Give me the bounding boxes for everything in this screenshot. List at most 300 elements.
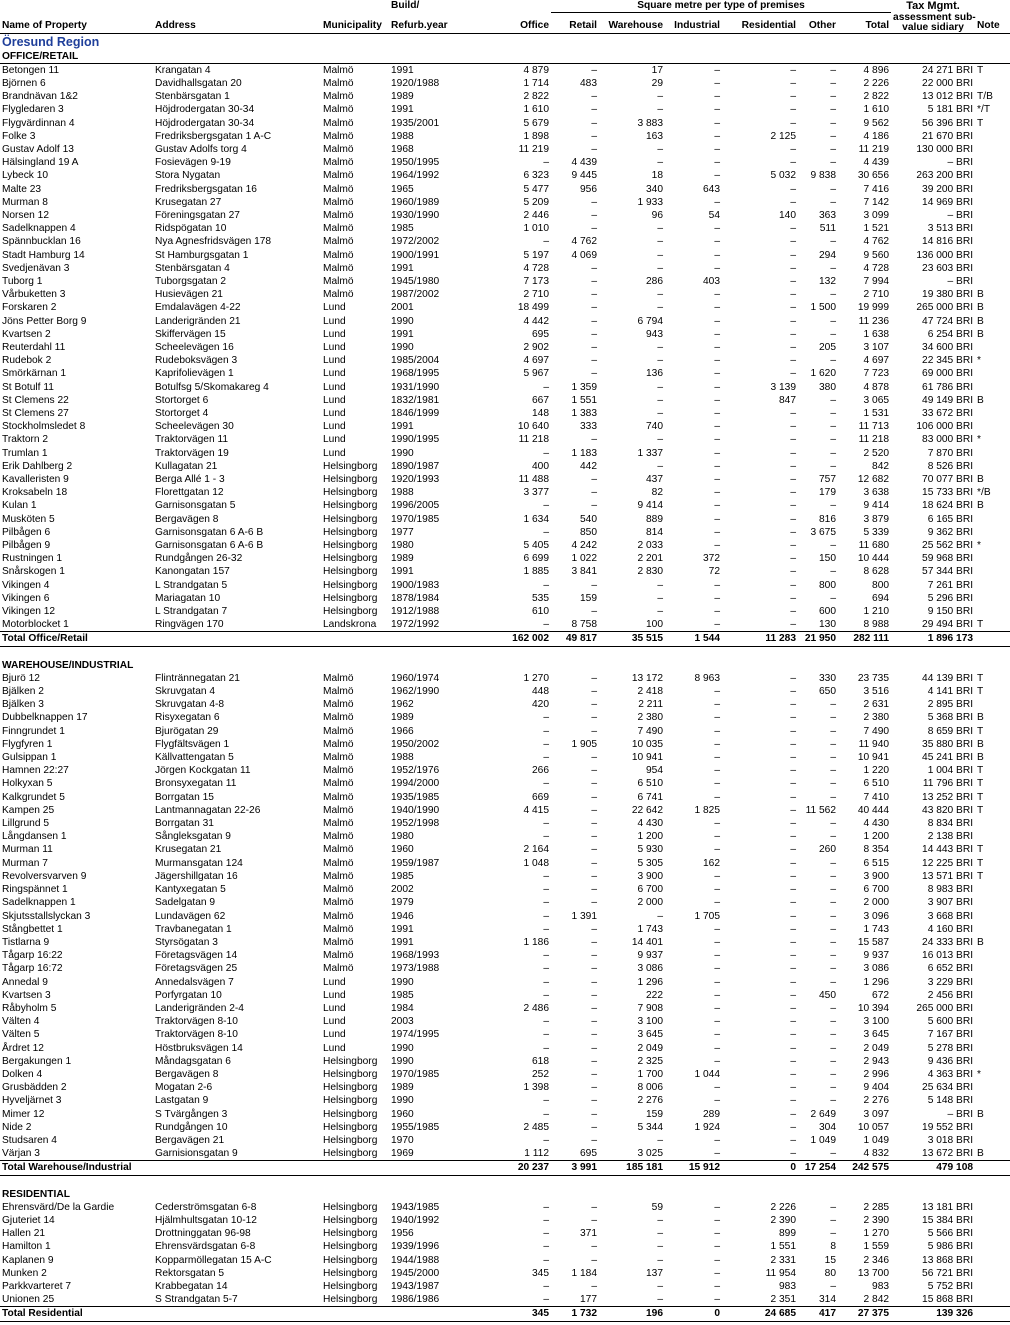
cell-note xyxy=(975,698,1010,711)
cell-warehouse: – xyxy=(657,249,663,261)
cell-build-year: 1990 xyxy=(391,1055,414,1067)
cell-address: Mariagatan 10 xyxy=(155,592,221,604)
cell-note: B xyxy=(977,474,984,485)
cell-other: – xyxy=(830,857,836,869)
cell-municipality: Malmö xyxy=(323,765,354,777)
cell-name: Snårskogen 1 xyxy=(2,566,65,578)
cell-industrial: – xyxy=(714,976,720,988)
cell-other: – xyxy=(830,143,836,155)
cell-build-year: 1931/1990 xyxy=(391,381,440,393)
cell-industrial: – xyxy=(714,407,720,419)
cell-other: – xyxy=(830,592,836,604)
cell-industrial: – xyxy=(714,157,720,169)
table-row xyxy=(0,222,1010,235)
cell-name: Hyveljärnet 3 xyxy=(2,1095,62,1107)
cell-note: * xyxy=(977,540,981,552)
table-row xyxy=(0,870,1010,883)
cell-office: 1 270 xyxy=(523,672,549,684)
cell-other: – xyxy=(830,1016,836,1028)
cell-other: 150 xyxy=(819,553,836,565)
table-row xyxy=(0,592,1010,605)
cell-total: 6 700 xyxy=(863,884,890,896)
cell-name: Råbyholm 5 xyxy=(2,1002,57,1014)
cell-municipality: Lund xyxy=(323,302,346,314)
cell-build-year: 1991 xyxy=(391,262,414,274)
cell-residential: – xyxy=(790,104,796,116)
cell-name: Kalkgrundet 5 xyxy=(2,791,65,803)
cell-municipality: Lund xyxy=(323,381,346,393)
cell-industrial: – xyxy=(714,117,720,129)
cell-other: 3 675 xyxy=(810,526,836,538)
col-header-build-year: Refurb.year xyxy=(389,13,469,34)
cell-office: 618 xyxy=(532,1055,549,1067)
cell-name: Smörkärnan 1 xyxy=(2,368,66,380)
cell-tax-value: 5 278 BRI xyxy=(927,1042,974,1054)
cell-tax-value: 7 870 BRI xyxy=(927,447,974,459)
cell-tax-value: 11 796 BRI xyxy=(922,778,974,790)
table-row xyxy=(0,751,1010,764)
table-row xyxy=(0,1028,1010,1041)
cell-retail: – xyxy=(591,91,597,103)
cell-residential: – xyxy=(790,77,796,89)
cell-tax-value: 14 969 BRI xyxy=(922,196,974,208)
table-row xyxy=(0,579,1010,592)
cell-municipality: Malmö xyxy=(323,77,354,89)
cell-warehouse: 2 830 xyxy=(637,566,663,578)
cell-build-year: 1946 xyxy=(391,910,414,922)
cell-address: Stenbärsgatan 4 xyxy=(155,262,230,274)
cell-build-year: 1990 xyxy=(391,315,414,327)
cell-name: Total Residential xyxy=(0,1307,153,1321)
cell-office: – xyxy=(543,1016,549,1028)
cell-address: Krabbegatan 14 xyxy=(155,1280,228,1292)
cell-other: – xyxy=(830,791,836,803)
cell-other: 2 649 xyxy=(810,1108,836,1120)
cell-build-year: 1964/1992 xyxy=(391,170,440,182)
cell-total: 3 096 xyxy=(863,910,890,922)
cell-municipality: Helsingborg xyxy=(323,1280,378,1292)
cell-tax-value: 15 733 BRI xyxy=(922,487,974,499)
cell-municipality: Malmö xyxy=(323,818,354,830)
table-row xyxy=(0,962,1010,975)
cell-warehouse: – xyxy=(657,407,663,419)
cell-warehouse: 5 305 xyxy=(637,857,663,869)
cell-municipality xyxy=(321,1307,389,1321)
cell-name: Rustningen 1 xyxy=(2,553,63,565)
cell-residential: – xyxy=(790,566,796,578)
table-header xyxy=(0,0,1010,33)
cell-note xyxy=(975,1214,1010,1227)
cell-office: 2 164 xyxy=(523,844,549,856)
table-row xyxy=(0,1147,1010,1161)
cell-municipality: Lund xyxy=(323,421,346,433)
cell-residential: – xyxy=(790,341,796,353)
table-row xyxy=(0,552,1010,565)
cell-retail: – xyxy=(591,104,597,116)
cell-residential: – xyxy=(790,315,796,327)
cell-tax-value: 33 672 BRI xyxy=(922,407,974,419)
cell-retail: – xyxy=(591,355,597,367)
cell-note xyxy=(975,962,1010,975)
cell-office: – xyxy=(543,923,549,935)
table-row xyxy=(0,447,1010,460)
cell-build-year xyxy=(389,632,469,646)
cell-retail: – xyxy=(591,474,597,485)
cell-note: T xyxy=(977,672,984,684)
cell-municipality: Lund xyxy=(323,315,346,327)
cell-industrial: – xyxy=(714,1042,720,1054)
cell-municipality: Malmö xyxy=(323,936,354,948)
cell-office: – xyxy=(543,950,549,962)
table-row xyxy=(0,1134,1010,1147)
cell-address: Ehrensvärdsgatan 6-8 xyxy=(155,1241,256,1253)
cell-build-year: 1977 xyxy=(391,526,414,538)
cell-total: 8 988 xyxy=(863,619,890,631)
cell-note xyxy=(975,526,1010,539)
cell-name: Kvartsen 2 xyxy=(2,328,51,340)
cell-address: Källvattengatan 5 xyxy=(155,752,234,764)
cell-total: 15 587 xyxy=(857,936,890,948)
cell-retail: – xyxy=(591,500,597,512)
cell-build-year: 1968/1993 xyxy=(391,950,440,962)
cell-warehouse: 2 033 xyxy=(637,540,663,552)
cell-note: * xyxy=(977,434,981,446)
cell-residential: – xyxy=(790,143,796,155)
cell-warehouse: 3 900 xyxy=(637,870,663,882)
cell-industrial: – xyxy=(714,302,720,314)
cell-residential: – xyxy=(790,725,796,737)
cell-address: Fredriksbergsgatan 16 xyxy=(155,183,257,195)
cell-office: 1 610 xyxy=(523,104,549,116)
cell-total: 2 631 xyxy=(863,699,890,711)
cell-tax-value: 2 895 BRI xyxy=(927,699,974,711)
table-row xyxy=(0,711,1010,724)
cell-retail: – xyxy=(591,844,597,856)
cell-name: Bergakungen 1 xyxy=(2,1055,72,1067)
cell-note xyxy=(975,632,1010,646)
cell-build-year: 2002 xyxy=(391,884,414,896)
cell-build-year: 1966 xyxy=(391,725,414,737)
cell-total: 983 xyxy=(872,1280,890,1292)
cell-residential: – xyxy=(790,1029,796,1041)
col-header-address: Address xyxy=(153,13,321,34)
cell-total: 11 218 xyxy=(858,434,890,446)
cell-address: Skruvgatan 4-8 xyxy=(155,699,225,711)
cell-residential: – xyxy=(790,1108,796,1120)
cell-warehouse: 1 200 xyxy=(637,831,663,843)
cell-warehouse: 13 172 xyxy=(631,672,663,684)
cell-tax-value: 83 000 BRI xyxy=(922,434,974,446)
cell-other: – xyxy=(830,421,836,433)
cell-note xyxy=(975,460,1010,473)
cell-residential: – xyxy=(790,1082,796,1094)
cell-other: – xyxy=(830,434,836,446)
cell-municipality: Helsingborg xyxy=(323,553,378,565)
cell-name: Folke 3 xyxy=(2,130,36,142)
cell-other: – xyxy=(830,447,836,459)
cell-name: Finngrundet 1 xyxy=(2,725,65,737)
cell-municipality: Helsingborg xyxy=(323,1068,378,1080)
cell-retail: – xyxy=(591,778,597,790)
cell-retail: – xyxy=(591,1095,597,1107)
table-row xyxy=(0,209,1010,222)
cell-industrial: – xyxy=(714,686,720,698)
cell-warehouse: 9 937 xyxy=(637,950,663,962)
cell-name: Bjälken 3 xyxy=(2,699,44,711)
cell-municipality: Malmö xyxy=(323,104,354,116)
cell-warehouse: – xyxy=(657,434,663,446)
cell-office: 4 697 xyxy=(523,355,549,367)
cell-build-year: 1846/1999 xyxy=(391,407,440,419)
cell-other: – xyxy=(830,566,836,578)
cell-name: Revolversvarven 9 xyxy=(2,870,87,882)
cell-total: 2 346 xyxy=(863,1254,890,1266)
cell-total: 2 822 xyxy=(863,91,890,103)
cell-build-year: 1970/1985 xyxy=(391,513,440,525)
cell-tax-value: – BRI xyxy=(947,275,974,287)
cell-build-year: 1988 xyxy=(391,130,414,142)
cell-residential: – xyxy=(790,328,796,340)
table-row xyxy=(0,130,1010,143)
cell-address: Borrgatan 15 xyxy=(155,791,214,803)
cell-build-year: 1940/1990 xyxy=(391,804,440,816)
cell-office: 1 112 xyxy=(524,1148,549,1160)
cell-retail: 333 xyxy=(580,421,597,433)
cell-retail: – xyxy=(591,579,597,591)
cell-municipality xyxy=(321,632,389,646)
cell-tax-value: 5 296 BRI xyxy=(927,592,974,604)
cell-office: – xyxy=(543,381,549,393)
cell-municipality: Malmö xyxy=(323,831,354,843)
cell-name: Björnen 6 xyxy=(2,77,46,89)
cell-tax-value: 13 181 BRI xyxy=(922,1201,974,1213)
cell-office: 11 488 xyxy=(518,474,549,485)
cell-office: – xyxy=(543,1214,549,1226)
cell-warehouse: 7 490 xyxy=(637,725,663,737)
cell-industrial: – xyxy=(714,1055,720,1067)
cell-total: 2 226 xyxy=(863,77,890,89)
cell-municipality: Lund xyxy=(323,1002,346,1014)
cell-tax-value: 22 000 BRI xyxy=(922,77,974,89)
cell-office: – xyxy=(543,725,549,737)
cell-name: Långdansen 1 xyxy=(2,831,67,843)
cell-build-year: 1920/1988 xyxy=(391,77,440,89)
cell-residential: – xyxy=(790,1148,796,1160)
cell-tax-value: 13 571 BRI xyxy=(922,870,974,882)
cell-industrial: – xyxy=(714,592,720,604)
cell-build-year: 1968/1995 xyxy=(391,368,440,380)
cell-tax-value: 21 670 BRI xyxy=(922,130,974,142)
cell-address: Rundgången 10 xyxy=(155,1121,228,1133)
cell-note xyxy=(975,1042,1010,1055)
cell-other: 80 xyxy=(824,1267,836,1279)
cell-tax-value: 24 271 BRI xyxy=(922,64,974,76)
cell-industrial: – xyxy=(714,989,720,1001)
table-row xyxy=(0,262,1010,275)
cell-total: 3 900 xyxy=(863,870,890,882)
tax-header-line2: assessment sub- xyxy=(893,11,976,23)
cell-tax-value: 2 138 BRI xyxy=(927,831,974,843)
cell-build-year: 1990 xyxy=(391,1095,414,1107)
cell-office: 6 699 xyxy=(523,553,549,565)
cell-build-year: 1988 xyxy=(391,752,414,764)
cell-build-year: 1832/1981 xyxy=(391,394,440,406)
table-row xyxy=(0,539,1010,552)
cell-name: Årdret 12 xyxy=(2,1042,44,1054)
cell-industrial: – xyxy=(714,831,720,843)
cell-name: Motorblocket 1 xyxy=(2,619,69,631)
cell-warehouse: 1 743 xyxy=(637,923,663,935)
cell-address: Kaprifolievägen 1 xyxy=(155,368,234,380)
cell-total: 13 700 xyxy=(857,1267,890,1279)
cell-other: – xyxy=(830,923,836,935)
cell-other: – xyxy=(830,64,836,76)
cell-office: 610 xyxy=(532,606,549,618)
col-header-municipality: Municipality xyxy=(321,13,389,34)
cell-note: T xyxy=(977,64,984,76)
cell-retail: 4 762 xyxy=(571,236,597,248)
cell-retail: – xyxy=(591,936,597,948)
cell-name: Stockholmsledet 8 xyxy=(2,421,86,433)
cell-residential: – xyxy=(790,540,796,552)
cell-other: – xyxy=(830,262,836,274)
cell-note: * xyxy=(977,355,981,367)
cell-retail: – xyxy=(591,1055,597,1067)
cell-residential: – xyxy=(790,236,796,248)
cell-total: 9 414 xyxy=(863,500,890,512)
cell-office: 162 002 xyxy=(469,632,551,646)
cell-name: Norsen 12 xyxy=(2,209,50,221)
cell-build-year: 1991 xyxy=(391,421,414,433)
cell-residential: – xyxy=(790,1121,796,1133)
cell-retail: – xyxy=(591,606,597,618)
col-header-industrial: Industrial xyxy=(665,13,722,34)
cell-build-year: 1960/1989 xyxy=(391,196,440,208)
cell-name: Vikingen 12 xyxy=(2,606,56,618)
cell-residential: – xyxy=(790,884,796,896)
cell-municipality: Helsingborg xyxy=(323,1134,378,1146)
cell-address: Fosievägen 9-19 xyxy=(155,157,231,169)
cell-office: – xyxy=(543,1280,549,1292)
cell-residential: – xyxy=(790,460,796,472)
cell-residential: 24 685 xyxy=(722,1307,798,1321)
cell-retail: – xyxy=(591,223,597,235)
cell-municipality: Malmö xyxy=(323,223,354,235)
region-title: Öresund Region xyxy=(2,34,100,49)
cell-tax-value: 1 896 173 xyxy=(891,632,975,646)
cell-industrial: – xyxy=(714,1294,720,1306)
table-row xyxy=(0,183,1010,196)
cell-address: Stora Nygatan xyxy=(155,170,221,182)
cell-retail: 956 xyxy=(580,183,597,195)
cell-address: Rundgången 26-32 xyxy=(155,553,243,565)
cell-name: Rudebok 2 xyxy=(2,355,52,367)
cell-address: Cederströmsgatan 6-8 xyxy=(155,1201,257,1213)
cell-note xyxy=(975,143,1010,156)
col-header-residential: Residential xyxy=(722,13,798,34)
cell-municipality xyxy=(321,1161,389,1175)
cell-note: T xyxy=(977,686,984,698)
cell-industrial: – xyxy=(714,1029,720,1041)
cell-warehouse: – xyxy=(657,606,663,618)
cell-build-year: 1989 xyxy=(391,1082,414,1094)
cell-residential: – xyxy=(790,64,796,76)
cell-warehouse: 286 xyxy=(646,275,663,287)
cell-industrial: 289 xyxy=(703,1108,720,1120)
cell-name: Välten 4 xyxy=(2,1016,40,1028)
cell-office: – xyxy=(543,619,549,631)
cell-retail: 1 022 xyxy=(571,553,597,565)
cell-note: */B xyxy=(977,487,991,499)
table-row xyxy=(0,1055,1010,1068)
cell-total: 4 762 xyxy=(863,236,890,248)
cell-industrial: 643 xyxy=(703,183,720,195)
cell-retail: – xyxy=(591,884,597,896)
cell-municipality: Helsingborg xyxy=(323,1055,378,1067)
cell-build-year: 2001 xyxy=(391,302,414,314)
cell-address: Kanongatan 157 xyxy=(155,566,230,578)
cell-residential: – xyxy=(790,672,796,684)
cell-office: 5 197 xyxy=(523,249,549,261)
cell-municipality: Malmö xyxy=(323,686,354,698)
cell-other: – xyxy=(830,183,836,195)
cell-tax-value: 3 668 BRI xyxy=(927,910,974,922)
cell-build-year: 1987/2002 xyxy=(391,289,440,301)
cell-residential: – xyxy=(790,407,796,419)
cell-other: – xyxy=(830,950,836,962)
cell-other: 511 xyxy=(819,223,836,235)
cell-industrial: – xyxy=(714,143,720,155)
cell-warehouse: – xyxy=(657,91,663,103)
cell-office: 1 048 xyxy=(523,857,549,869)
cell-office: 11 219 xyxy=(518,143,549,155)
cell-other: 330 xyxy=(819,672,836,684)
cell-residential: – xyxy=(790,844,796,856)
cell-industrial: – xyxy=(714,884,720,896)
cell-tax-value: 25 562 BRI xyxy=(922,540,974,552)
cell-name: Holkyxan 5 xyxy=(2,778,53,790)
cell-industrial: – xyxy=(714,77,720,89)
cell-build-year: 1973/1988 xyxy=(391,963,440,975)
cell-office: 1 398 xyxy=(523,1082,549,1094)
cell-residential: 2 351 xyxy=(770,1294,796,1306)
cell-warehouse: – xyxy=(657,355,663,367)
cell-note xyxy=(975,1240,1010,1253)
section-title: WAREHOUSE/INDUSTRIAL xyxy=(2,659,134,671)
cell-office: – xyxy=(543,897,549,909)
cell-name: Hallen 21 xyxy=(2,1228,46,1240)
cell-note xyxy=(975,1081,1010,1094)
cell-warehouse: 3 025 xyxy=(637,1148,663,1160)
cell-tax-value: 18 624 BRI xyxy=(922,500,974,512)
cell-name: Forskaren 2 xyxy=(2,302,57,314)
cell-industrial: – xyxy=(714,752,720,764)
cell-tax-value: 6 652 BRI xyxy=(927,963,974,975)
table-row xyxy=(0,63,1010,77)
cell-retail: 159 xyxy=(580,592,597,604)
cell-address: Borrgatan 31 xyxy=(155,818,214,830)
cell-residential: 140 xyxy=(779,209,796,221)
cell-residential: – xyxy=(790,500,796,512)
cell-other: 1 620 xyxy=(810,368,836,380)
cell-retail: – xyxy=(591,130,597,142)
cell-warehouse: 59 xyxy=(651,1201,663,1213)
cell-address: Ridspögatan 10 xyxy=(155,223,227,235)
cell-name: Unionen 25 xyxy=(2,1294,55,1306)
cell-name: Mimer 12 xyxy=(2,1108,45,1120)
cell-total: 1 200 xyxy=(863,831,890,843)
cell-build-year: 1878/1984 xyxy=(391,592,440,604)
